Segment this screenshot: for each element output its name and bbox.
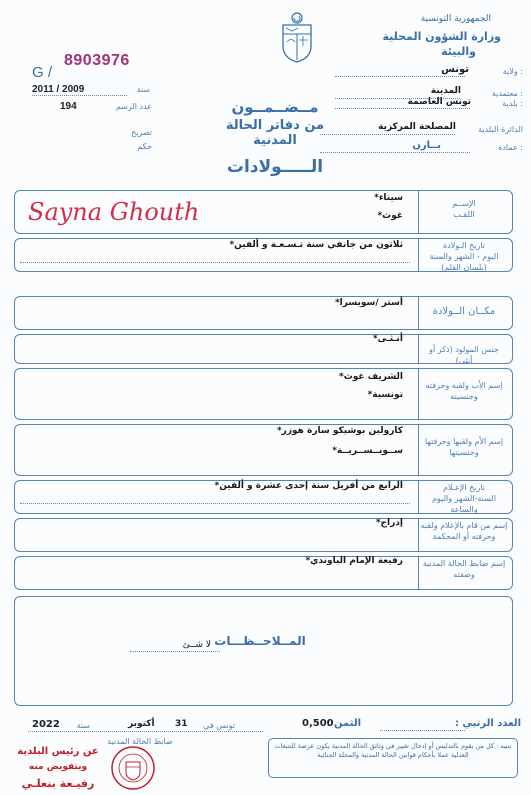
imada-label: عمادة :: [498, 143, 523, 152]
row-officer-label: إسم ضابط الحالة المدنية وصفته: [422, 559, 506, 579]
surname-value: غوث*: [377, 211, 403, 221]
birth-date-value: ثلاثون من جانفي سنة تـسـعـة و ألفين*: [229, 240, 403, 250]
baladiya-value: تونس العاصمة: [407, 97, 471, 107]
serial-prefix: G /: [32, 64, 53, 81]
father-name-value: الشريف غوث*: [339, 372, 403, 382]
stamp-line1: عن رئيس البلدية: [17, 746, 99, 757]
date-month-value: أكتوبر: [128, 719, 155, 729]
date-day-value: 31: [175, 719, 188, 729]
notes-label: المــلاحــظـــات: [214, 634, 306, 648]
title-line2: من دفاتر الحالة المدنية: [225, 118, 325, 148]
declaration-date-value: الرابع من أفريل سنة إحدى عشرة و ألفين*: [214, 481, 403, 491]
officer-footer-label: ضابط الحالة المدنية: [107, 737, 173, 746]
birth-place-value: أستر /سويسرا*: [334, 298, 403, 308]
officer-value: رفيعة الإمام الباوندي*: [305, 556, 403, 566]
price-label: الثمن :: [326, 718, 361, 729]
price-value: 0,500: [302, 718, 334, 729]
mutamadiya-value: المدينة: [430, 86, 461, 96]
declarant-value: إدراج*: [375, 518, 403, 528]
daira-value: المصلحة المركزية: [378, 122, 456, 132]
municipal-seal-icon: [108, 745, 158, 791]
row-birth-date-label: تاريخ الـولادة اليوم - الشهر والسنة (بلسان القلم): [429, 241, 499, 272]
act-number: 194: [60, 101, 77, 112]
row-father-label: إسم الأب ولقبه وحرفته وجنسيته: [425, 381, 503, 401]
mother-nationality-value: ســويــســريــة*: [332, 446, 403, 456]
mother-name-value: كارولين بوشيكو سارة هوزر*: [276, 426, 403, 436]
page-title: الـــــولادات: [226, 157, 324, 177]
mutamadiya-label: معتمدية :: [491, 89, 523, 98]
row-birth-place-label: مكــان الــولادة: [432, 306, 496, 317]
warning-notice-box: [268, 738, 518, 778]
first-name-value: سيناء*: [374, 193, 403, 203]
declaration-label: تصريح: [131, 128, 152, 137]
judgment-label: حكم: [137, 142, 152, 151]
serial-number: 8903976: [64, 52, 130, 69]
ministry-label: وزارة الشؤون المحلية: [382, 30, 501, 43]
row-declarant-label: إسم من قام بالإعلام ولقبه وحرفته أو المحكمة: [420, 521, 508, 541]
wilaya-value: تونس: [441, 64, 469, 75]
wilaya-label: ولاية :: [502, 67, 523, 76]
row-gender-label: جنس المولود (ذكر أو أنثى): [429, 345, 499, 365]
baladiya-label: بلدية :: [502, 99, 523, 108]
row-mother-label: إسم الأم ولقبها وحرفتها وجنسيتها: [424, 437, 504, 457]
title-line1: مــضــمــون: [231, 98, 319, 116]
serial-year: 2011 / 2009: [32, 84, 85, 95]
year-label: سنة: [136, 85, 150, 94]
notes-value: لا شــئ: [182, 640, 211, 650]
imada-value: بــارن: [412, 140, 441, 151]
row-declaration-date-label: تاريخ الإعـلام السنة-الشهر واليوم والساعة: [432, 483, 496, 514]
stamp-line3: رفيـعة بنعلـي: [21, 777, 95, 790]
warning-notice: تنبيه : كل من يقوم بالتدليس أو إدخال تغيير في وثائق الحالة المدنية يكون عرضة للتتبعات العدلية عملا بأحكام قوانين الحالة المدنية والمجلة الجنائية: [274, 742, 512, 759]
year-value: 2022: [32, 719, 60, 730]
environment-label: والبيئة: [441, 45, 476, 58]
daira-label: الدائرة البلدية: [478, 125, 523, 134]
year-label-footer: سنة: [76, 721, 90, 730]
date-label: تونس في: [203, 721, 235, 730]
row-name-label: الإســم اللقـب: [452, 199, 476, 219]
order-number-label: العدد الرتبي :: [454, 718, 521, 729]
stamp-line2: وبتفويض منه: [28, 762, 88, 772]
father-nationality-value: تونسية*: [367, 390, 403, 400]
gender-value: أنـثـى*: [372, 334, 403, 344]
notes-box: [14, 596, 513, 706]
tunisia-emblem-icon: [277, 12, 317, 64]
latin-name-handwritten: Sayna Ghouth: [28, 198, 200, 226]
act-number-label: عدد الرسم: [115, 102, 152, 111]
republic-label: الجمهورية التونسية: [420, 14, 491, 24]
